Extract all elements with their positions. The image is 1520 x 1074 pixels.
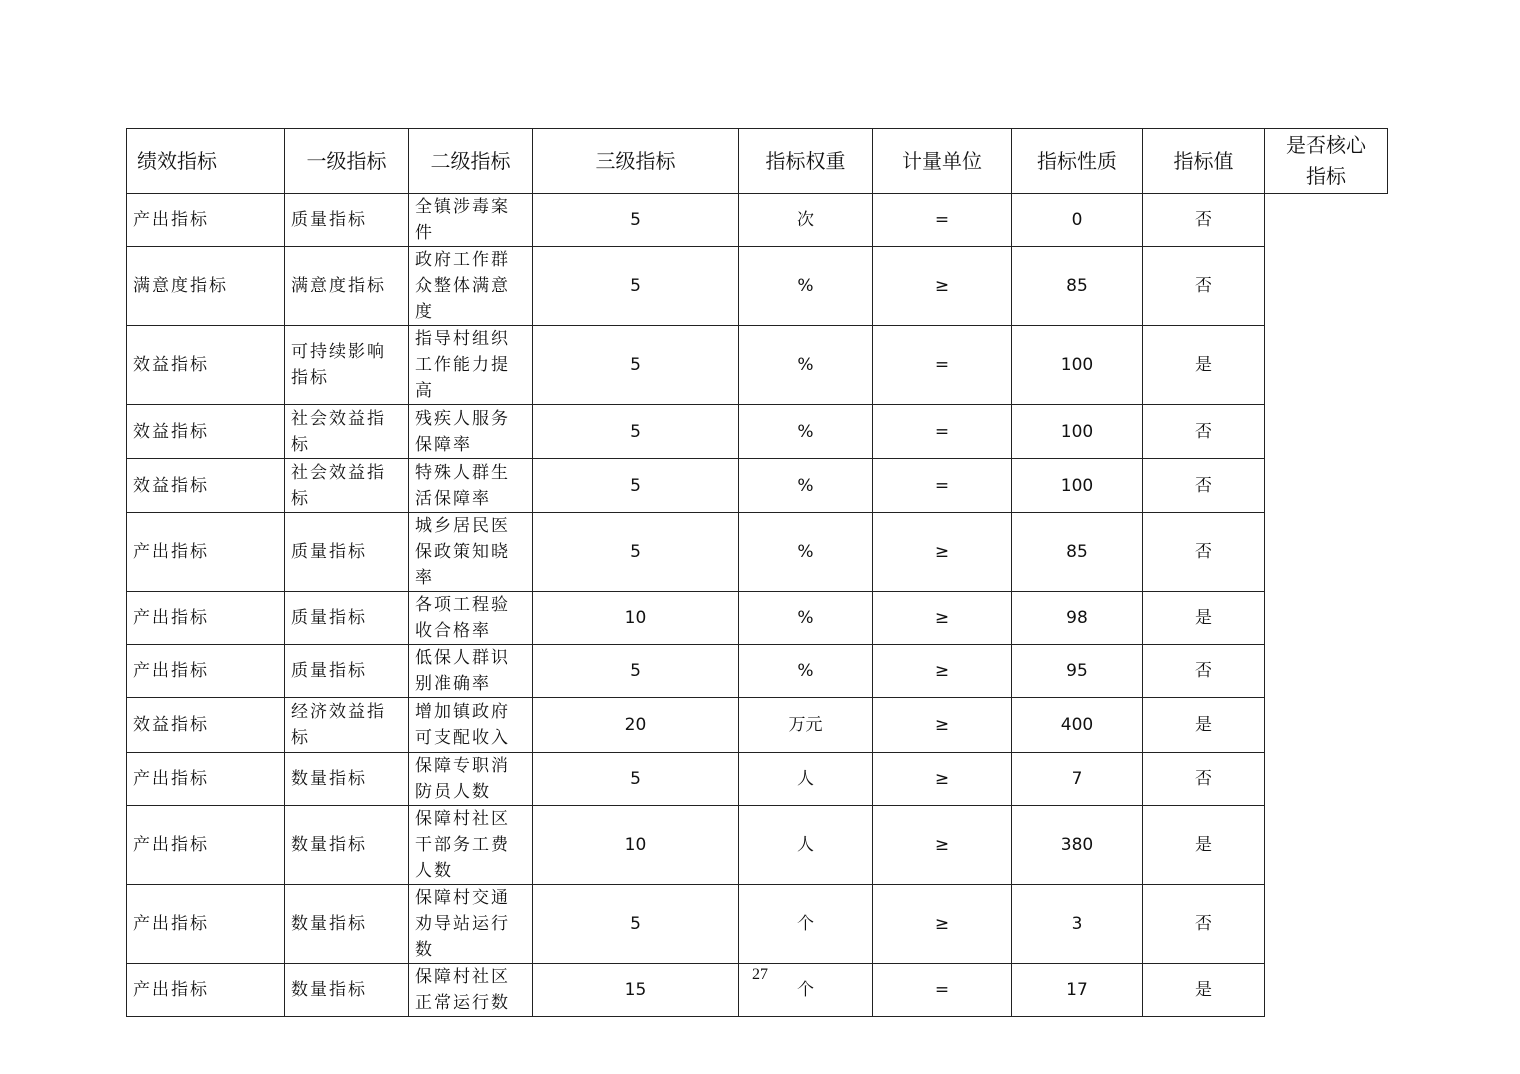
table-row: [127, 405, 1388, 459]
header-row: [127, 129, 1388, 194]
cell-weight: 5: [533, 513, 739, 592]
cell-l1: 效益指标: [127, 698, 285, 753]
table-row: [127, 753, 1388, 806]
cell-nature: ≥: [873, 247, 1012, 326]
cell-unit: %: [739, 513, 873, 592]
cell-core: 是: [1143, 806, 1265, 885]
cell-l3: 保障专职消防员人数: [409, 753, 533, 806]
cell-nature: =: [873, 405, 1012, 459]
cell-l3: 各项工程验收合格率: [409, 592, 533, 645]
cell-nature: ≥: [873, 698, 1012, 753]
cell-weight: 5: [533, 459, 739, 513]
cell-core: 是: [1143, 592, 1265, 645]
cell-l2: 质量指标: [285, 645, 409, 698]
cell-unit: 次: [739, 194, 873, 247]
cell-nature: ≥: [873, 753, 1012, 806]
cell-nature: ≥: [873, 885, 1012, 964]
table-row: [127, 885, 1388, 964]
cell-l2: 满意度指标: [285, 247, 409, 326]
header-cell: 指标值: [1143, 129, 1265, 194]
table-row: [127, 592, 1388, 645]
header-cell: 指标权重: [739, 129, 873, 194]
cell-l2: 数量指标: [285, 885, 409, 964]
cell-nature: =: [873, 326, 1012, 405]
cell-l3: 增加镇政府可支配收入: [409, 698, 533, 753]
cell-value: 85: [1012, 247, 1143, 326]
cell-weight: 5: [533, 885, 739, 964]
cell-l3: 城乡居民医保政策知晓率: [409, 513, 533, 592]
cell-l3: 保障村社区正常运行数: [409, 964, 533, 1017]
cell-value: 100: [1012, 326, 1143, 405]
cell-weight: 10: [533, 592, 739, 645]
cell-core: 否: [1143, 194, 1265, 247]
side-label: 绩效指标: [127, 129, 285, 194]
cell-l2: 数量指标: [285, 753, 409, 806]
cell-unit: %: [739, 459, 873, 513]
cell-l2: 数量指标: [285, 964, 409, 1017]
table-row: [127, 326, 1388, 405]
cell-nature: =: [873, 459, 1012, 513]
cell-core: 否: [1143, 885, 1265, 964]
cell-l2: 质量指标: [285, 513, 409, 592]
cell-l2: 社会效益指标: [285, 405, 409, 459]
header-cell: 三级指标: [533, 129, 739, 194]
cell-l3: 保障村交通劝导站运行数: [409, 885, 533, 964]
cell-unit: %: [739, 405, 873, 459]
cell-l2: 可持续影响指标: [285, 326, 409, 405]
cell-core: 是: [1143, 326, 1265, 405]
cell-l3: 政府工作群众整体满意度: [409, 247, 533, 326]
cell-core: 否: [1143, 645, 1265, 698]
table-row: [127, 806, 1388, 885]
cell-weight: 5: [533, 753, 739, 806]
header-cell: 计量单位: [873, 129, 1012, 194]
header-core-line2: 指标: [1306, 164, 1346, 188]
cell-nature: ≥: [873, 513, 1012, 592]
cell-weight: 5: [533, 194, 739, 247]
table-row: [127, 459, 1388, 513]
cell-value: 98: [1012, 592, 1143, 645]
cell-unit: 万元: [739, 698, 873, 753]
cell-value: 3: [1012, 885, 1143, 964]
cell-core: 否: [1143, 405, 1265, 459]
cell-l1: 产出指标: [127, 645, 285, 698]
cell-value: 17: [1012, 964, 1143, 1017]
cell-l1: 产出指标: [127, 885, 285, 964]
cell-core: 否: [1143, 513, 1265, 592]
cell-nature: ≥: [873, 806, 1012, 885]
cell-nature: =: [873, 964, 1012, 1017]
cell-weight: 5: [533, 247, 739, 326]
header-cell: 指标性质: [1012, 129, 1143, 194]
cell-l3: 保障村社区干部务工费人数: [409, 806, 533, 885]
cell-l3: 全镇涉毒案件: [409, 194, 533, 247]
cell-l1: 产出指标: [127, 194, 285, 247]
cell-unit: 个: [739, 885, 873, 964]
cell-unit: %: [739, 645, 873, 698]
table-row: [127, 194, 1388, 247]
cell-l1: 效益指标: [127, 459, 285, 513]
cell-value: 400: [1012, 698, 1143, 753]
cell-core: 是: [1143, 964, 1265, 1017]
cell-value: 0: [1012, 194, 1143, 247]
cell-weight: 10: [533, 806, 739, 885]
cell-value: 380: [1012, 806, 1143, 885]
cell-core: 否: [1143, 247, 1265, 326]
header-cell: 一级指标: [285, 129, 409, 194]
header-core-line1: 是否核心: [1286, 133, 1366, 157]
cell-l1: 产出指标: [127, 964, 285, 1017]
cell-l1: 满意度指标: [127, 247, 285, 326]
table-row: [127, 247, 1388, 326]
cell-value: 100: [1012, 459, 1143, 513]
performance-indicator-table: [126, 128, 1388, 1017]
cell-l1: 产出指标: [127, 513, 285, 592]
cell-unit: %: [739, 326, 873, 405]
cell-value: 100: [1012, 405, 1143, 459]
table-row: [127, 645, 1388, 698]
cell-l2: 社会效益指标: [285, 459, 409, 513]
cell-unit: %: [739, 592, 873, 645]
cell-value: 95: [1012, 645, 1143, 698]
cell-value: 7: [1012, 753, 1143, 806]
cell-core: 否: [1143, 753, 1265, 806]
table-row: [127, 513, 1388, 592]
cell-weight: 20: [533, 698, 739, 753]
cell-weight: 15: [533, 964, 739, 1017]
cell-nature: =: [873, 194, 1012, 247]
cell-l3: 指导村组织工作能力提高: [409, 326, 533, 405]
cell-nature: ≥: [873, 645, 1012, 698]
cell-l3: 残疾人服务保障率: [409, 405, 533, 459]
cell-l2: 经济效益指标: [285, 698, 409, 753]
cell-weight: 5: [533, 405, 739, 459]
cell-l3: 特殊人群生活保障率: [409, 459, 533, 513]
cell-l2: 质量指标: [285, 592, 409, 645]
cell-l1: 效益指标: [127, 405, 285, 459]
cell-unit: 个: [739, 964, 873, 1017]
cell-unit: 人: [739, 806, 873, 885]
header-cell-core: [1265, 129, 1388, 194]
cell-l1: 产出指标: [127, 592, 285, 645]
cell-l2: 数量指标: [285, 806, 409, 885]
cell-l3: 低保人群识别准确率: [409, 645, 533, 698]
page-number: 27: [752, 966, 768, 983]
cell-l1: 产出指标: [127, 753, 285, 806]
cell-core: 否: [1143, 459, 1265, 513]
cell-core: 是: [1143, 698, 1265, 753]
cell-unit: %: [739, 247, 873, 326]
cell-weight: 5: [533, 326, 739, 405]
table-row: [127, 698, 1388, 753]
cell-l1: 产出指标: [127, 806, 285, 885]
header-cell: 二级指标: [409, 129, 533, 194]
cell-l2: 质量指标: [285, 194, 409, 247]
cell-weight: 5: [533, 645, 739, 698]
cell-l1: 效益指标: [127, 326, 285, 405]
cell-nature: ≥: [873, 592, 1012, 645]
cell-unit: 人: [739, 753, 873, 806]
cell-value: 85: [1012, 513, 1143, 592]
